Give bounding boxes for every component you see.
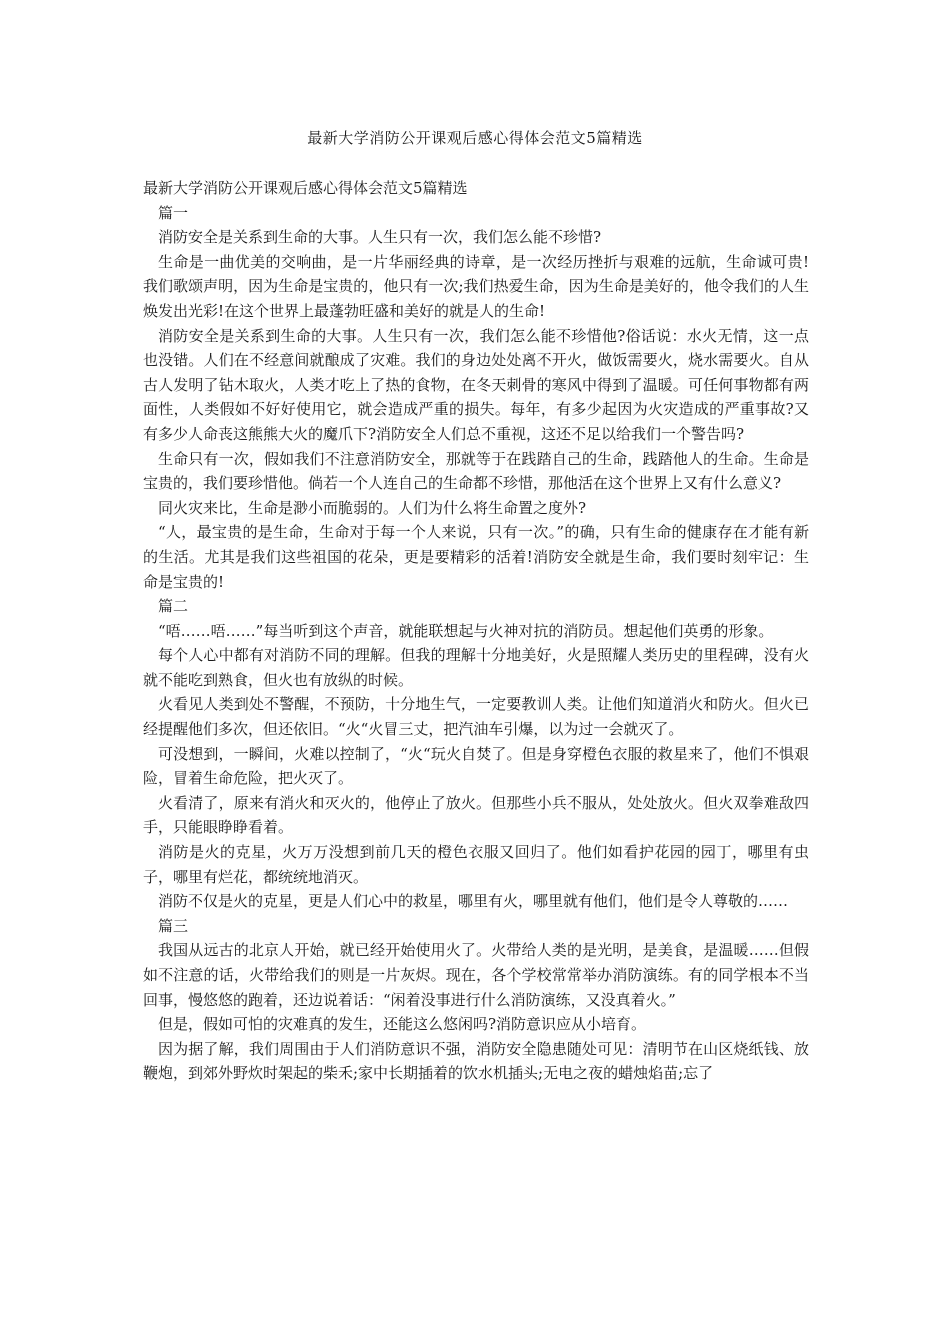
paragraph: 生命只有一次，假如我们不注意消防安全，那就等于在践踏自己的生命，践踏他人的生命。生命是宝贵的，我们要珍惜他。倘若一个人连自己的生命都不珍惜，那他活在这个世界上又有什么意义? <box>143 449 809 493</box>
paragraph: 因为据了解，我们周围由于人们消防意识不强，消防安全隐患随处可见：清明节在山区烧纸钱、放鞭炮，到郊外野炊时架起的柴禾;家中长期插着的饮水机插头;无电之夜的蜡烛焰苗;忘了 <box>143 1039 809 1083</box>
document-title: 最新大学消防公开课观后感心得体会范文5篇精选 <box>307 129 643 147</box>
paragraph: 但是，假如可怕的灾难真的发生，还能这么悠闲吗?消防意识应从小培育。 <box>158 1015 647 1034</box>
paragraph: 消防安全是关系到生命的大事。人生只有一次，我们怎么能不珍惜? <box>158 228 602 247</box>
paragraph: 同火灾来比，生命是渺小而脆弱的。人们为什么将生命置之度外? <box>158 498 587 517</box>
paragraph: 可没想到，一瞬间，火难以控制了，“火“玩火自焚了。但是身穿橙色衣服的救星来了，他们不惧艰险，冒着生命危险，把火灭了。 <box>143 744 809 788</box>
section-heading: 篇三 <box>158 916 189 935</box>
paragraph: 消防是火的克星，火万万没想到前几天的橙色衣服又回归了。他们如看护花园的园丁，哪里有虫子，哪里有烂花，都统统地消灭。 <box>143 843 809 886</box>
paragraph: “人，最宝贵的是生命，生命对于每一个人来说，只有一次。”的确，只有生命的健康存在才能有新的生活。尤其是我们这些祖国的花朵，更是要精彩的活着!消防安全就是生命，我们要时刻牢记：生命是宝贵的! <box>143 523 809 591</box>
paragraph: 我国从远古的北京人开始，就已经开始使用火了。火带给人类的是光明，是美食，是温暖……但假如不注意的话，火带给我们的则是一片灰烬。现在，各个学校常常举办消防演练。有的同学根本不当回事，慢悠悠的跑着，还边说着话：“闲着没事进行什么消防演练，又没真着火。” <box>143 941 809 1009</box>
paragraph: “唔……唔……”每当听到这个声音，就能联想起与火神对抗的消防员。想起他们英勇的形象。 <box>158 621 774 640</box>
document-body <box>143 176 809 1086</box>
section-heading: 篇一 <box>158 203 189 222</box>
paragraph: 消防不仅是火的克星，更是人们心中的救星，哪里有火，哪里就有他们，他们是令人尊敬的…… <box>158 892 789 911</box>
paragraph: 生命是一曲优美的交响曲，是一片华丽经典的诗章，是一次经历挫折与艰难的远航，生命诚可贵!我们歌颂声明，因为生命是宝贵的，他只有一次;我们热爱生命，因为生命是美好的，他令我们的人生焕发出光彩!在这个世界上最蓬勃旺盛和美好的就是人的生命! <box>143 252 809 320</box>
paragraph: 消防安全是关系到生命的大事。人生只有一次，我们怎么能不珍惜他?俗话说：水火无情，这一点也没错。人们在不经意间就酿成了灾难。我们的身边处处离不开火，做饭需要火，烧水需要火。自从古人发明了钻木取火，人类才吃上了热的食物，在冬天刺骨的寒风中得到了温暖。可任何事物都有两面性，人类假如不好好使用它，就会造成严重的损失。每年，有多少起因为火灾造成的严重事故?又有多少人命丧这熊熊大火的魔爪下?消防安全人们总不重视，这还不足以给我们一个警告吗? <box>143 326 809 443</box>
paragraph: 火看见人类到处不警醒，不预防，十分地生气，一定要教训人类。让他们知道消火和防火。但火已经提醒他们多次，但还依旧。“火“火冒三丈，把汽油车引爆，以为过一会就灭了。 <box>143 695 809 739</box>
document-subtitle: 最新大学消防公开课观后感心得体会范文5篇精选 <box>143 179 468 197</box>
paragraph: 火看清了，原来有消火和灭火的，他停止了放火。但那些小兵不服从，处处放火。但火双拳难敌四手，只能眼睁睁看着。 <box>143 793 809 837</box>
paragraph: 每个人心中都有对消防不同的理解。但我的理解十分地美好，火是照耀人类历史的里程碑，没有火就不能吃到熟食，但火也有放纵的时候。 <box>143 646 809 689</box>
section-heading: 篇二 <box>158 597 189 616</box>
